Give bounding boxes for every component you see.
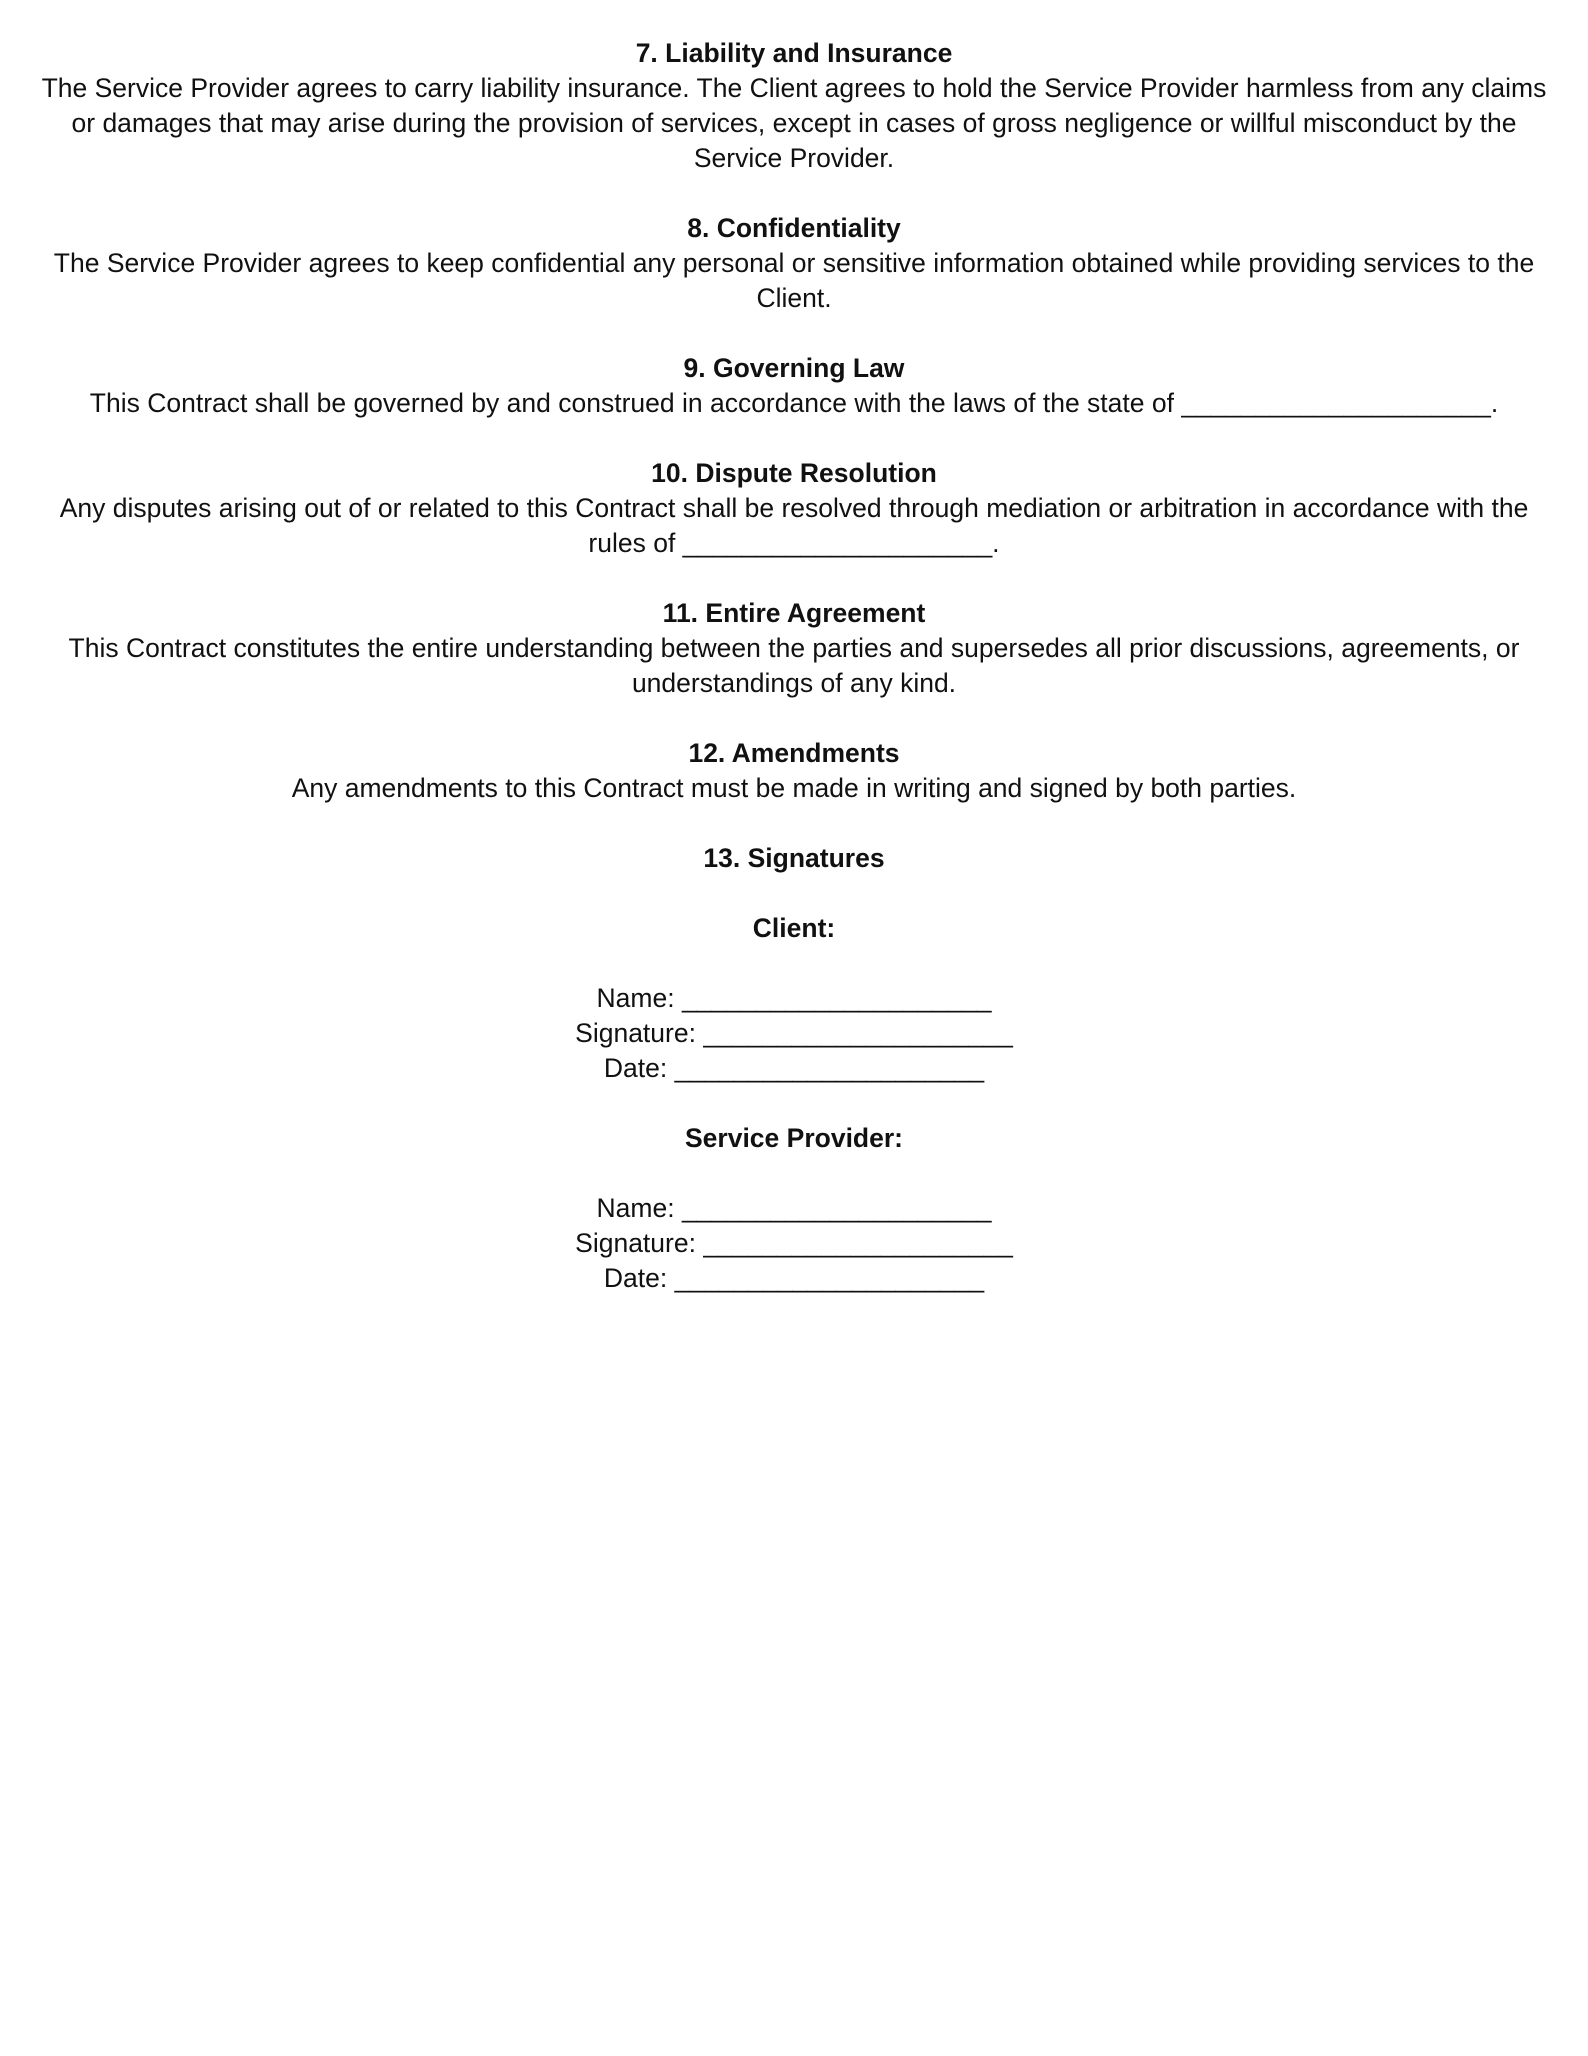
section-heading: 11. Entire Agreement bbox=[662, 598, 926, 628]
section-dispute-resolution bbox=[30, 456, 1558, 561]
section-body: Any disputes arising out of or related to this Contract shall be resolved through mediation or arbitration in accordance with the rules of _____________________. bbox=[59, 493, 1529, 558]
section-body: The Service Provider agrees to keep confidential any personal or sensitive information obtained while providing services to the Client. bbox=[53, 248, 1535, 313]
client-date-line[interactable]: Date: _____________________ bbox=[603, 1053, 985, 1083]
section-heading: 12. Amendments bbox=[688, 738, 900, 768]
section-body: This Contract shall be governed by and construed in accordance with the laws of the state of _____________________. bbox=[89, 388, 1499, 418]
section-body: Any amendments to this Contract must be made in writing and signed by both parties. bbox=[291, 773, 1297, 803]
section-heading: 10. Dispute Resolution bbox=[651, 458, 937, 488]
client-signature-line[interactable]: Signature: _____________________ bbox=[575, 1018, 1013, 1048]
provider-date-line[interactable]: Date: _____________________ bbox=[603, 1263, 985, 1293]
section-governing-law bbox=[30, 351, 1558, 421]
client-name-line[interactable]: Name: _____________________ bbox=[596, 983, 992, 1013]
provider-signature-line[interactable]: Signature: _____________________ bbox=[575, 1228, 1013, 1258]
provider-signature-block bbox=[30, 1121, 1558, 1296]
client-label: Client: bbox=[752, 913, 836, 943]
section-amendments bbox=[30, 736, 1558, 806]
section-liability-insurance bbox=[30, 36, 1558, 176]
provider-label: Service Provider: bbox=[684, 1123, 903, 1153]
client-signature-block bbox=[30, 911, 1558, 1086]
section-entire-agreement bbox=[30, 596, 1558, 701]
section-heading: 8. Confidentiality bbox=[687, 213, 901, 243]
section-heading: 7. Liability and Insurance bbox=[635, 38, 953, 68]
client-signature-lines bbox=[30, 981, 1558, 1086]
section-body: The Service Provider agrees to carry liability insurance. The Client agrees to hold the Service Provider harmless from any claims or damages that may arise during the provision of services, except in cases of gross negligence or willful misconduct by the Service Provider. bbox=[41, 73, 1547, 173]
provider-name-line[interactable]: Name: _____________________ bbox=[596, 1193, 992, 1223]
section-confidentiality bbox=[30, 211, 1558, 316]
provider-signature-lines bbox=[30, 1191, 1558, 1296]
section-signatures bbox=[30, 841, 1558, 876]
section-heading: 9. Governing Law bbox=[683, 353, 905, 383]
signatures-heading: 13. Signatures bbox=[703, 843, 885, 873]
section-body: This Contract constitutes the entire understanding between the parties and supersedes all prior discussions, agreements, or understandings of any kind. bbox=[68, 633, 1520, 698]
